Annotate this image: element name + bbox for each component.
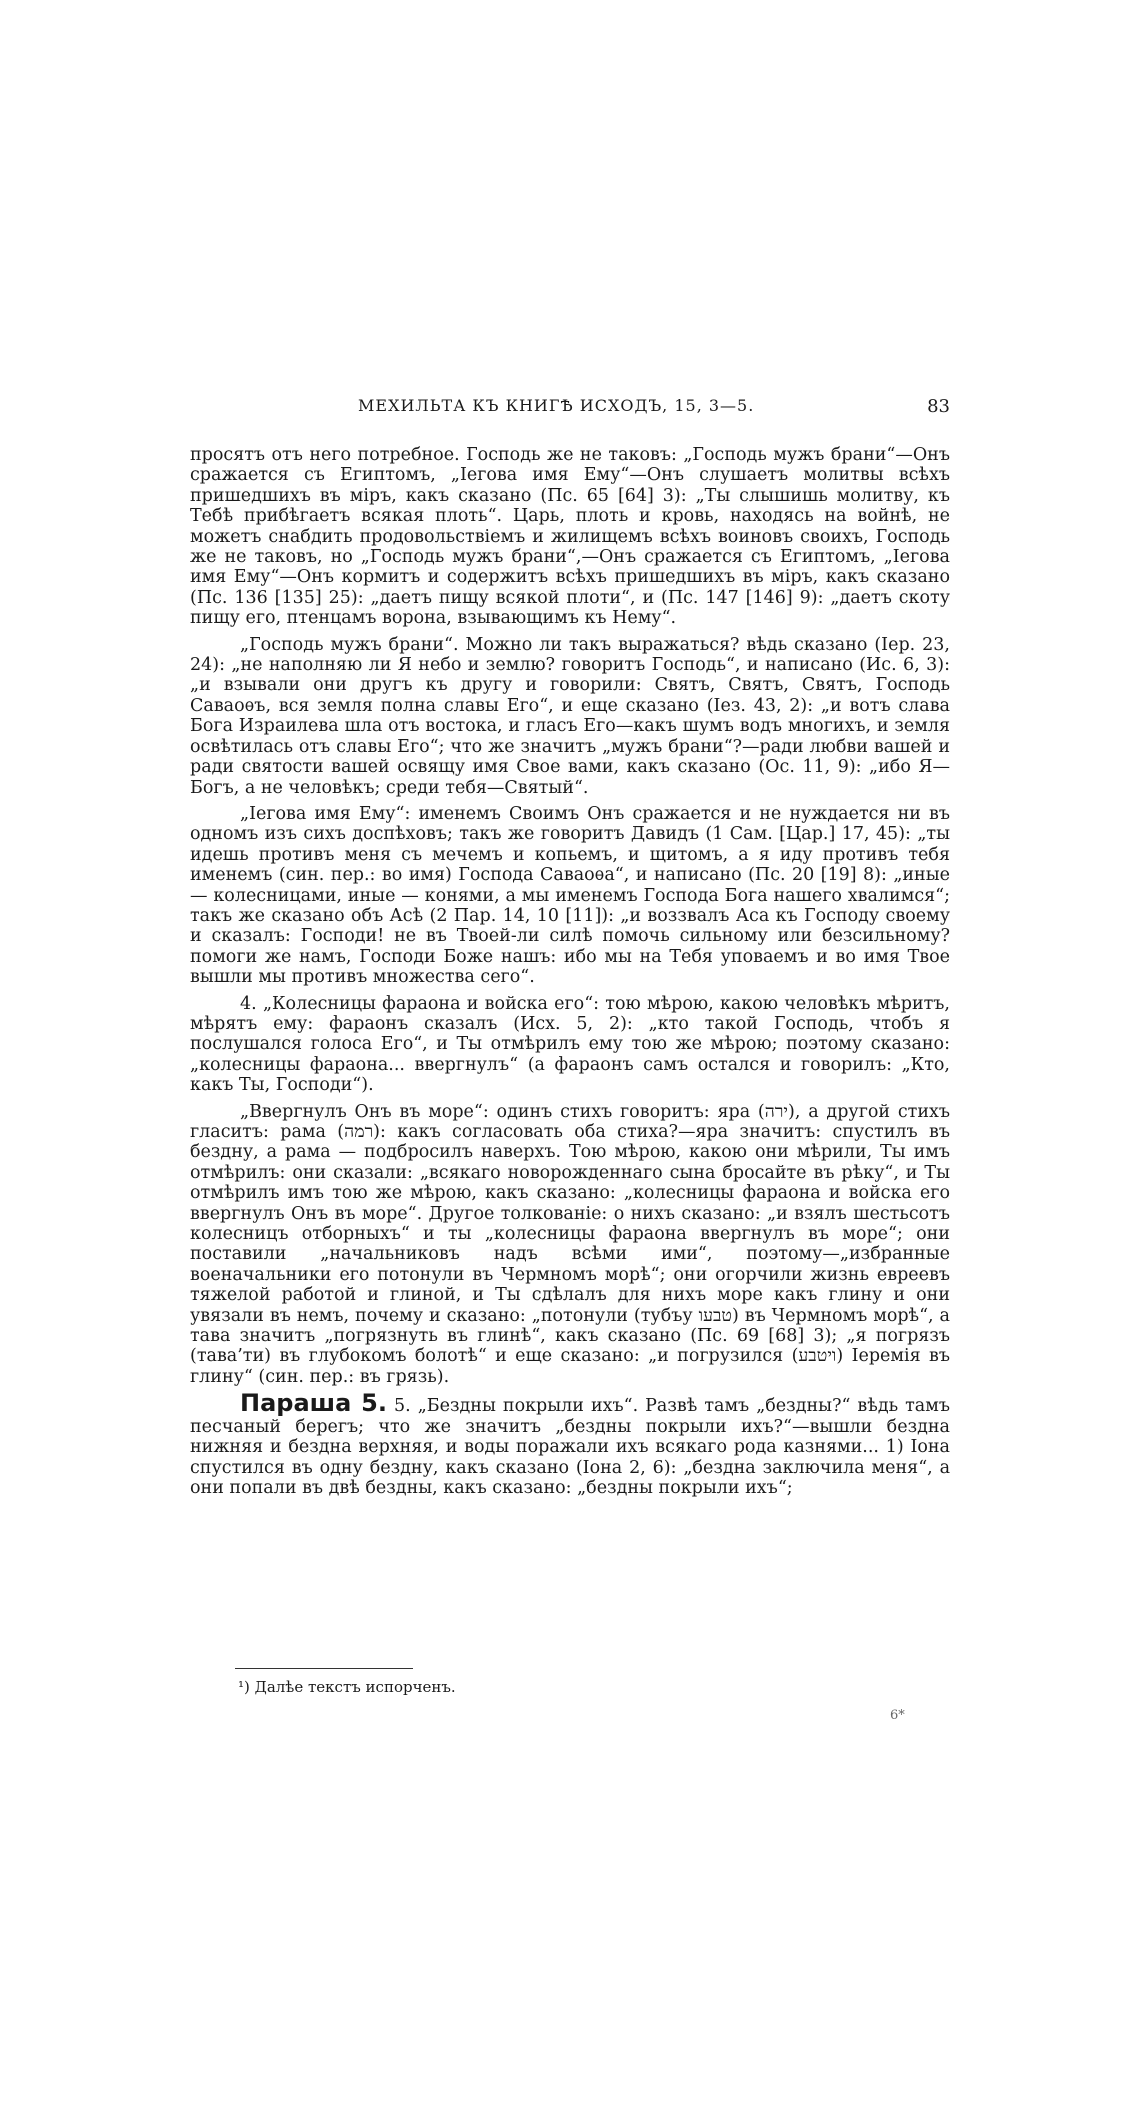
parasha-label: Параша 5. [240, 1389, 387, 1418]
signature-mark: 6* [890, 1708, 905, 1723]
running-title: МЕХИЛЬТА КЪ КНИГѢ ИСХОДЪ, 15, 3—5. [358, 396, 755, 415]
paragraph: „Ввергнулъ Онъ въ море“: одинъ стихъ говоритъ: яра (ירה), а другой стихъ гласитъ: рама (רמה): какъ согласовать оба стиха?—яра значитъ: спустилъ въ бездну, а рама — подбросилъ наверхъ. Тою мѣрою, какою они мѣрили, Ты имъ отмѣрилъ: они сказали: „всякаго новорожденнаго сына бросайте въ рѣку“, и Ты отмѣрилъ имъ тою же мѣрою, какъ сказано: „колесницы фараона и войска его ввергнулъ Онъ въ море“. Другое толкованiе: о нихъ сказано: „и взялъ шестьсотъ колесницъ отборныхъ“ и ты „колесницы фараона ввергнулъ въ море“; они поставили „начальниковъ надъ всѣми ими“, поэтому—„избранные военачальники его потонули въ Чермномъ морѣ“; они огорчили жизнь евреевъ тяжелой работой и глиной, и Ты сдѣлалъ для нихъ море какъ глину и они увязали въ немъ, почему и сказано: „потонули (тубъу טבעו) въ Чермномъ морѣ“, а тава значитъ „погрязнуть въ глинѣ“, какъ сказано (Пс. 69 [68] 3); „я погрязъ (тава’ти) въ глубокомъ болотѣ“ и еще сказано: „и погрузился (ויטבע) Iеремiя въ глину“ (син. пер.: въ грязь). [190, 1101, 950, 1387]
paragraph-parasha-5 [190, 1389, 950, 1498]
paragraph-text: 5. „Бездны покрыли ихъ“. Развѣ тамъ „бездны?“ вѣдь тамъ песчаный берегъ; что же значитъ „бездны покрыли ихъ?“—вышли бездна нижняя и бездна верхняя, и воды поражали ихъ всякаго рода казнями... 1) Iона спустился въ одну бездну, какъ сказано (Iона 2, 6): „бездна заключила меня“, а они попали въ двѣ бездны, какъ сказано: „бездны покрыли ихъ“; [190, 1396, 950, 1498]
footnote: ¹) Далѣе текстъ испорченъ. [238, 1678, 456, 1696]
paragraph: „Iегова имя Ему“: именемъ Своимъ Онъ сражается и не нуждается ни въ одномъ изъ сихъ доспѣховъ; такъ же говоритъ Давидъ (1 Сам. [Цар.] 17, 45): „ты идешь противъ меня съ мечемъ и копьемъ, и щитомъ, а я иду противъ тебя именемъ (син. пер.: во имя) Господа Саваоѳа“, и написано (Пс. 20 [19] 8): „иные — колесницами, иные — конями, а мы именемъ Господа Бога нашего хвалимся“; такъ же сказано объ Асѣ (2 Пар. 14, 10 [11]): „и воззвалъ Аса къ Господу своему и сказалъ: Господи! не въ Твоей-ли силѣ помочь сильному или безсильному? помоги же намъ, Господи Боже нашъ: ибо мы на Тебя уповаемъ и во имя Твое вышли мы противъ множества сего“. [190, 803, 950, 988]
page-number: 83 [927, 396, 950, 417]
paragraph: 4. „Колесницы фараона и войска его“: тою мѣрою, какою человѣкъ мѣритъ, мѣрятъ ему: фараонъ сказалъ (Исх. 5, 2): „кто такой Господь, чтобъ я послушался голоса Его“, и Ты отмѣрилъ ему тою же мѣрою; поэтому сказано: „колесницы фараона... ввергнулъ“ (а фараонъ самъ остался и говорилъ: „Кто, какъ Ты, Господи“). [190, 993, 950, 1096]
body-text [190, 445, 950, 1498]
paragraph: „Господь мужъ брани“. Можно ли такъ выражаться? вѣдь сказано (Iер. 23, 24): „не наполняю ли Я небо и землю? говоритъ Господь“, и написано (Ис. 6, 3): „и взывали они другъ къ другу и говорили: Святъ, Святъ, Святъ, Господь Саваоѳъ, вся земля полна славы Его“, и еще сказано (Iез. 43, 2): „и вотъ слава Бога Израилева шла отъ востока, и гласъ Его—какъ шумъ водъ многихъ, и земля освѣтилась отъ славы Его“; что же значитъ „мужъ брани“?—ради любви вашей и ради святости вашей освящу имя Свое вами, какъ сказано (Ос. 11, 9): „ибо Я—Богъ, а не человѣкъ; среди тебя—Святый“. [190, 634, 950, 798]
page-header [190, 396, 950, 426]
footnote-divider [235, 1668, 413, 1669]
paragraph: просятъ отъ него потребное. Господь же не таковъ: „Господь мужъ брани“—Онъ сражается съ Египтомъ, „Iегова имя Ему“—Онъ слушаетъ молитвы всѣхъ пришедшихъ въ мiръ, какъ сказано (Пс. 65 [64] 3): „Ты слышишь молитву, къ Тебѣ прибѣгаетъ всякая плоть“. Царь, плоть и кровь, находясь на войнѣ, не можетъ снабдить продовольствiемъ и жилищемъ всѣхъ воиновъ своихъ, Господь же не таковъ, но „Господь мужъ брани“,—Онъ сражается съ Египтомъ, „Iегова имя Ему“—Онъ кормитъ и содержитъ всѣхъ пришедшихъ въ мiръ, какъ сказано (Пс. 136 [135] 25): „даетъ пищу всякой плоти“, и (Пс. 147 [146] 9): „даетъ скоту пищу его, птенцамъ ворона, взывающимъ къ Нему“. [190, 445, 950, 629]
